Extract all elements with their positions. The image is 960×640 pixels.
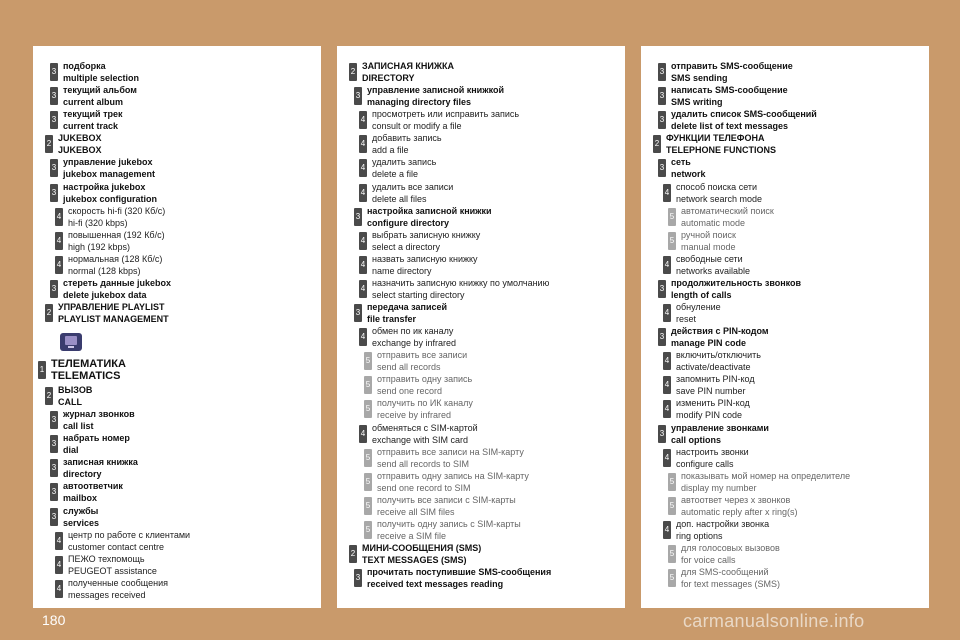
label-en: reset <box>676 314 697 324</box>
level-badge: 4 <box>55 208 63 226</box>
entry-label <box>372 108 519 132</box>
level-badge: 3 <box>50 459 58 477</box>
label-ru: отправить одну запись <box>377 374 473 385</box>
entry-label <box>671 277 801 301</box>
label-ru: настроить звонки <box>676 446 749 457</box>
label-ru: доп. настройки звонка <box>676 518 770 529</box>
label-ru: полученные сообщения <box>68 577 168 588</box>
entry-label <box>367 301 447 325</box>
label-en: receive all SIM files <box>377 506 455 517</box>
entry-label <box>68 253 162 277</box>
entry-label <box>681 494 798 518</box>
level-badge: 3 <box>50 184 58 202</box>
level-badge: 2 <box>349 63 357 81</box>
label-en: manual mode <box>681 241 736 252</box>
entry-label <box>671 325 769 349</box>
label-ru: JUKEBOX <box>58 133 102 144</box>
level-badge: 3 <box>50 483 58 501</box>
label-ru: получить по ИК каналу <box>377 398 473 409</box>
entry-label <box>676 397 750 421</box>
label-en: configure directory <box>367 217 450 228</box>
label-en: automatic reply after x ring(s) <box>681 506 798 517</box>
label-ru: свободные сети <box>676 253 743 264</box>
label-ru: управление jukebox <box>63 157 153 168</box>
entry-label <box>63 432 130 456</box>
entry-label <box>362 542 481 566</box>
label-en: SMS sending <box>671 73 728 83</box>
label-en: TELEPHONE FUNCTIONS <box>666 145 777 156</box>
level-badge: 3 <box>50 411 58 429</box>
level-badge: 4 <box>359 232 367 250</box>
level-badge: 3 <box>658 280 666 298</box>
entry-label <box>372 422 478 446</box>
entry-label <box>377 470 529 494</box>
level-badge: 3 <box>658 63 666 81</box>
level-badge: 2 <box>653 135 661 153</box>
menu-panel-middle <box>337 46 625 608</box>
label-ru: написать SMS-сообщение <box>671 85 788 96</box>
label-ru: удалить список SMS-сообщений <box>671 109 817 120</box>
label-ru: удалить запись <box>372 157 437 168</box>
entry-label <box>68 553 157 577</box>
label-ru: просмотреть или исправить запись <box>372 109 520 120</box>
label-ru: ЗАПИСНАЯ КНИЖКА <box>362 61 455 71</box>
level-badge: 3 <box>354 304 362 322</box>
level-badge: 5 <box>668 208 676 226</box>
entry-label <box>68 205 165 229</box>
level-badge: 4 <box>663 256 671 274</box>
label-ru: автоответ через x звонков <box>681 494 791 505</box>
label-en: length of calls <box>671 289 732 300</box>
entry-label <box>63 60 139 84</box>
label-ru: действия с PIN-кодом <box>671 326 769 337</box>
label-ru: автоответчик <box>63 481 123 492</box>
label-ru: обменяться с SIM-картой <box>372 422 478 433</box>
label-en: ring options <box>676 530 723 541</box>
label-ru: управление звонками <box>671 422 769 433</box>
label-en: network search mode <box>676 193 763 204</box>
level-badge: 3 <box>50 435 58 453</box>
entry-label <box>681 566 780 590</box>
entry-label <box>51 358 126 382</box>
entry-label <box>63 156 155 180</box>
label-en: for voice calls <box>681 555 736 565</box>
entry-label <box>63 84 137 108</box>
level-badge: 4 <box>359 159 367 177</box>
level-badge: 3 <box>50 508 58 526</box>
label-ru: текущий альбом <box>63 85 137 96</box>
watermark: carmanualsonline.info <box>683 611 865 631</box>
label-en: TELEMATICS <box>51 370 121 382</box>
label-en: PLAYLIST MANAGEMENT <box>58 314 169 324</box>
level-badge: 5 <box>364 376 372 394</box>
level-badge: 5 <box>364 497 372 515</box>
level-badge: 3 <box>658 159 666 177</box>
entry-label <box>362 60 454 84</box>
label-en: select starting directory <box>372 289 465 300</box>
label-ru: скорость hi-fi (320 Кб/с) <box>68 205 166 216</box>
level-badge: 4 <box>359 184 367 202</box>
label-en: call options <box>671 434 722 445</box>
label-ru: МИНИ-СООБЩЕНИЯ (SMS) <box>362 543 482 553</box>
label-ru: обмен по ик каналу <box>372 326 454 337</box>
level-badge: 5 <box>668 569 676 587</box>
label-ru: включить/отключить <box>676 350 761 361</box>
label-ru: выбрать записную книжку <box>372 229 481 240</box>
entry-label <box>666 132 776 156</box>
level-badge: 2 <box>349 545 357 563</box>
entry-label <box>676 518 769 542</box>
entry-label <box>367 566 551 590</box>
telematics-icon <box>60 333 82 351</box>
entry-label <box>63 181 157 205</box>
level-badge: 4 <box>663 352 671 370</box>
label-ru: управление записной книжкой <box>367 85 505 96</box>
label-en: activate/deactivate <box>676 362 751 373</box>
entry-label <box>63 480 123 504</box>
entry-label <box>68 577 168 601</box>
entry-label <box>681 205 774 229</box>
label-en: for text messages (SMS) <box>681 579 781 590</box>
entry-label <box>377 373 472 397</box>
level-badge: 5 <box>668 545 676 563</box>
label-ru: автоматический поиск <box>681 205 774 216</box>
label-en: DIRECTORY <box>362 73 415 83</box>
label-en: mailbox <box>63 493 98 504</box>
label-ru: назначить записную книжку по умолчанию <box>372 277 550 288</box>
label-en: current album <box>63 97 124 108</box>
entry-label <box>676 301 721 325</box>
entry-label <box>58 301 169 325</box>
label-ru: центр по работе с клиентами <box>68 529 191 540</box>
label-en: current track <box>63 121 119 132</box>
label-en: SMS writing <box>671 97 723 108</box>
entry-label <box>63 108 123 132</box>
label-ru: отправить все записи <box>377 350 468 361</box>
entry-label <box>676 349 761 373</box>
level-badge: 2 <box>45 135 53 153</box>
label-ru: назвать записную книжку <box>372 253 478 264</box>
entry-label <box>68 529 190 553</box>
level-badge: 3 <box>658 111 666 129</box>
label-en: managing directory files <box>367 97 472 108</box>
label-ru: показывать мой номер на определителе <box>681 470 851 481</box>
level-badge: 4 <box>55 532 63 550</box>
label-ru: ФУНКЦИИ ТЕЛЕФОНА <box>666 133 765 144</box>
entry-label <box>681 229 736 253</box>
level-badge: 4 <box>663 521 671 539</box>
level-badge: 4 <box>55 556 63 574</box>
label-en: messages received <box>68 589 146 600</box>
entry-label <box>63 408 135 432</box>
entry-label <box>63 277 171 301</box>
level-badge: 5 <box>364 400 372 418</box>
label-en: normal (128 kbps) <box>68 265 141 276</box>
level-badge: 3 <box>658 87 666 105</box>
level-badge: 4 <box>55 232 63 250</box>
label-en: exchange by infrared <box>372 338 457 349</box>
level-badge: 3 <box>354 569 362 587</box>
label-ru: набрать номер <box>63 433 130 444</box>
entry-label <box>377 446 524 470</box>
entry-label <box>681 470 850 494</box>
level-badge: 3 <box>50 87 58 105</box>
label-en: jukebox management <box>63 169 156 180</box>
menu-panel-left <box>33 46 321 608</box>
label-en: delete jukebox data <box>63 289 147 300</box>
label-en: delete list of text messages <box>671 121 789 132</box>
entry-label <box>681 542 780 566</box>
label-ru: настройка jukebox <box>63 181 146 192</box>
label-ru: нормальная (128 Кб/с) <box>68 253 163 264</box>
level-badge: 3 <box>50 111 58 129</box>
label-ru: отправить все записи на SIM-карту <box>377 446 524 457</box>
label-ru: подборка <box>63 61 106 71</box>
label-ru: повышенная (192 Кб/с) <box>68 229 165 240</box>
level-badge: 5 <box>668 232 676 250</box>
page-number: 180 <box>42 612 66 628</box>
level-badge: 3 <box>354 208 362 226</box>
level-badge: 5 <box>364 352 372 370</box>
label-en: services <box>63 517 100 528</box>
label-ru: для голосовых вызовов <box>681 543 780 553</box>
label-ru: текущий трек <box>63 109 123 120</box>
level-badge: 4 <box>359 256 367 274</box>
level-badge: 3 <box>658 425 666 443</box>
label-ru: ПЕЖО техпомощь <box>68 553 145 564</box>
label-ru: продолжительность звонков <box>671 277 802 288</box>
level-badge: 3 <box>50 63 58 81</box>
label-en: delete a file <box>372 169 419 180</box>
level-badge: 2 <box>45 387 53 405</box>
level-badge: 4 <box>663 376 671 394</box>
entry-label <box>676 373 755 397</box>
level-badge: 3 <box>354 87 362 105</box>
label-ru: изменить PIN-код <box>676 398 750 409</box>
label-en: customer contact centre <box>68 541 165 552</box>
entry-label <box>372 156 436 180</box>
label-en: modify PIN code <box>676 410 743 421</box>
label-en: configure calls <box>676 458 734 469</box>
label-en: PEUGEOT assistance <box>68 565 157 576</box>
level-badge: 2 <box>45 304 53 322</box>
label-ru: УПРАВЛЕНИЕ PLAYLIST <box>58 302 165 312</box>
level-badge: 4 <box>55 580 63 598</box>
level-badge: 3 <box>658 328 666 346</box>
level-badge: 4 <box>663 400 671 418</box>
level-badge: 4 <box>359 425 367 443</box>
entry-label <box>63 505 99 529</box>
entry-label <box>671 108 817 132</box>
entry-label <box>377 397 473 421</box>
entry-label <box>367 84 504 108</box>
level-badge: 4 <box>359 328 367 346</box>
label-en: receive a SIM file <box>377 530 447 541</box>
label-ru: службы <box>63 505 99 516</box>
label-ru: для SMS-сообщений <box>681 567 769 578</box>
label-ru: ТЕЛЕМАТИКА <box>51 358 126 370</box>
entry-label <box>58 132 102 156</box>
entry-label <box>671 84 788 108</box>
entry-label <box>372 181 453 205</box>
label-ru: ВЫЗОВ <box>58 385 93 395</box>
label-en: send all records <box>377 362 441 373</box>
label-en: hi-fi (320 kbps) <box>68 217 128 228</box>
entry-label <box>68 229 165 253</box>
entry-label <box>372 229 480 253</box>
label-en: CALL <box>58 397 82 407</box>
label-en: display my number <box>681 482 757 493</box>
label-en: received text messages reading <box>367 579 504 590</box>
label-en: consult or modify a file <box>372 121 462 132</box>
label-en: send one record <box>377 386 443 397</box>
label-en: select a directory <box>372 241 441 252</box>
label-ru: прочитать поступившие SMS-сообщения <box>367 567 552 578</box>
label-ru: удалить все записи <box>372 181 454 192</box>
label-ru: получить одну запись с SIM-карты <box>377 518 521 529</box>
label-en: JUKEBOX <box>58 145 102 156</box>
label-en: jukebox configuration <box>63 193 158 204</box>
level-badge: 4 <box>663 449 671 467</box>
label-ru: способ поиска сети <box>676 181 758 192</box>
level-badge: 4 <box>359 111 367 129</box>
level-badge: 5 <box>364 521 372 539</box>
label-en: receive by infrared <box>377 410 452 421</box>
entry-label <box>377 518 521 542</box>
label-en: automatic mode <box>681 217 746 228</box>
entry-label <box>676 181 762 205</box>
label-en: add a file <box>372 145 409 156</box>
label-en: file transfer <box>367 314 417 324</box>
label-en: dial <box>63 445 79 456</box>
label-ru: записная книжка <box>63 457 138 468</box>
level-badge: 5 <box>668 473 676 491</box>
level-badge: 4 <box>663 184 671 202</box>
label-en: network <box>671 169 706 180</box>
entry-label <box>676 253 750 277</box>
menu-panel-right <box>641 46 929 608</box>
label-ru: стереть данные jukebox <box>63 277 172 288</box>
label-ru: запомнить PIN-код <box>676 374 755 385</box>
level-badge: 3 <box>50 159 58 177</box>
entry-label <box>671 422 769 446</box>
label-en: delete all files <box>372 193 427 204</box>
level-badge: 4 <box>55 256 63 274</box>
entry-label <box>377 349 467 373</box>
label-en: send one record to SIM <box>377 482 471 493</box>
level-badge: 1 <box>38 361 46 379</box>
label-ru: отправить одну запись на SIM-карту <box>377 470 529 481</box>
label-en: exchange with SIM card <box>372 434 469 445</box>
label-en: name directory <box>372 265 432 276</box>
entry-label <box>367 205 492 229</box>
entry-label <box>671 60 793 84</box>
label-ru: передача записей <box>367 302 448 312</box>
label-en: multiple selection <box>63 73 140 83</box>
label-en: TEXT MESSAGES (SMS) <box>362 555 467 565</box>
level-badge: 5 <box>364 449 372 467</box>
entry-label <box>377 494 516 518</box>
level-badge: 4 <box>359 135 367 153</box>
label-ru: ручной поиск <box>681 229 736 240</box>
level-badge: 5 <box>364 473 372 491</box>
label-ru: обнуление <box>676 302 721 312</box>
entry-label <box>671 156 706 180</box>
entry-label <box>372 277 549 301</box>
level-badge: 4 <box>359 280 367 298</box>
label-en: send all records to SIM <box>377 458 470 469</box>
label-ru: получить все записи с SIM-карты <box>377 494 516 505</box>
label-en: manage PIN code <box>671 338 747 349</box>
entry-label <box>372 325 456 349</box>
label-ru: добавить запись <box>372 133 442 144</box>
entry-label <box>372 132 442 156</box>
label-en: save PIN number <box>676 386 746 397</box>
label-ru: сеть <box>671 157 691 168</box>
level-badge: 4 <box>663 304 671 322</box>
level-badge: 5 <box>668 497 676 515</box>
label-ru: настройка записной книжки <box>367 205 492 216</box>
entry-label <box>372 253 478 277</box>
label-en: call list <box>63 421 94 432</box>
label-ru: отправить SMS-сообщение <box>671 61 793 71</box>
level-badge: 3 <box>50 280 58 298</box>
label-en: directory <box>63 469 102 480</box>
label-ru: журнал звонков <box>63 409 135 420</box>
label-en: networks available <box>676 265 751 276</box>
entry-label <box>676 446 749 470</box>
label-en: high (192 kbps) <box>68 241 131 252</box>
entry-label <box>58 384 92 408</box>
entry-label <box>63 456 138 480</box>
